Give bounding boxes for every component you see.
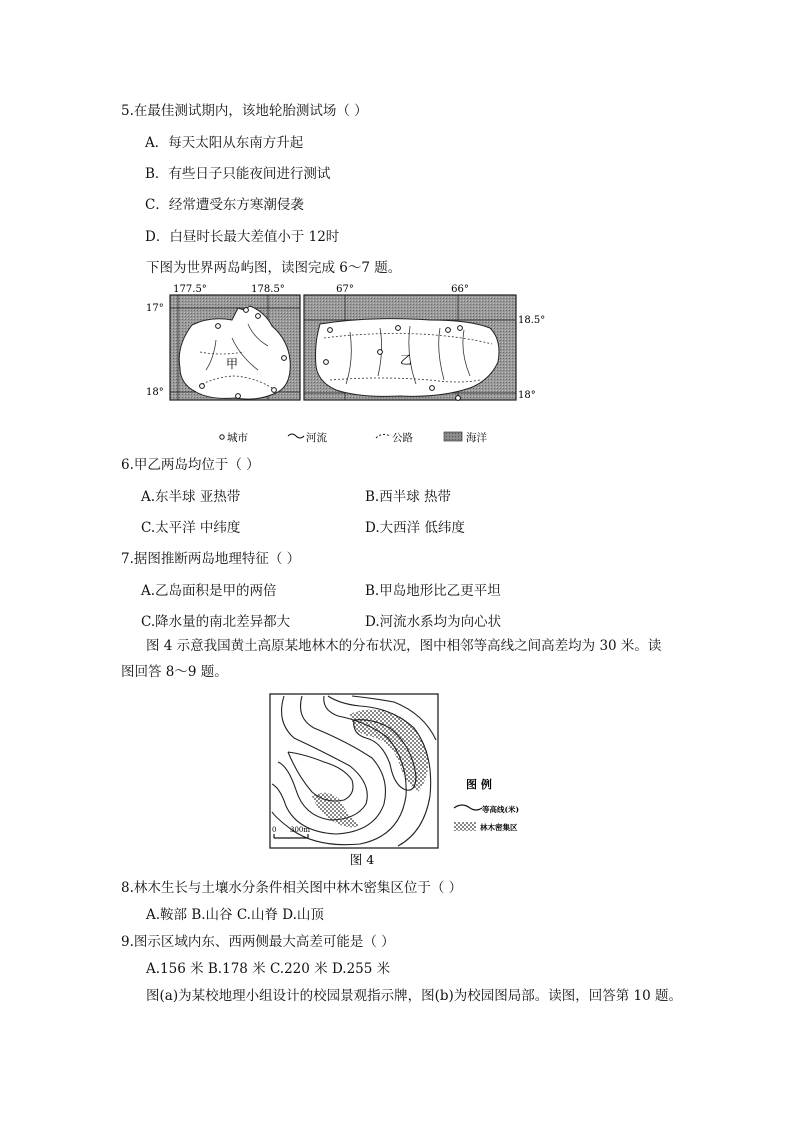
legend-road: 公路 bbox=[392, 432, 413, 444]
q5-option-c: C．经常遭受东方寒潮侵袭 bbox=[145, 197, 304, 213]
lon-label-67: 67° bbox=[336, 284, 354, 295]
scale-label: 300m bbox=[290, 826, 310, 834]
intro-8-9-line1: 图 4 示意我国黄土高原某地林木的分布状况，图中相邻等高线之间高差均为 30 米。读 bbox=[146, 638, 662, 654]
q7-option-a: A.乙岛面积是甲的两倍 bbox=[141, 583, 277, 599]
figure-4-legend bbox=[454, 777, 519, 832]
legend-city: 城市 bbox=[227, 432, 248, 444]
river-symbol-icon bbox=[288, 434, 304, 438]
lon-label-66: 66° bbox=[451, 284, 469, 295]
island-b-label: 乙 bbox=[399, 353, 413, 367]
q8-options: A.鞍部 B.山谷 C.山脊 D.山顶 bbox=[146, 907, 324, 923]
intro-6-7: 下图为世界两岛屿图，读图完成 6～7 题。 bbox=[146, 260, 402, 276]
contour-symbol-icon bbox=[454, 805, 482, 810]
intro-8-9-line2: 图回答 8～9 题。 bbox=[121, 664, 228, 680]
q5-option-b: B．有些日子只能夜间进行测试 bbox=[145, 166, 331, 182]
q5-option-d: D．白昼时长最大差值小于 12时 bbox=[145, 229, 340, 245]
legend-title: 图 例 bbox=[466, 778, 492, 791]
island-a-label: 甲 bbox=[225, 357, 239, 371]
lon-label-177-5: 177.5° bbox=[173, 284, 207, 295]
q7-option-c: C.降水量的南北差异都大 bbox=[141, 614, 291, 630]
ocean-symbol-icon bbox=[444, 432, 462, 441]
q8-stem: 8.林木生长与土壤水分条件相关图中林木密集区位于（ ） bbox=[121, 880, 463, 896]
lat-label-18-5: 18.5° bbox=[518, 315, 546, 326]
q6-option-a: A.东半球 亚热带 bbox=[141, 489, 241, 505]
q7-option-d: D.河流水系均为向心状 bbox=[365, 614, 502, 630]
legend-ocean: 海洋 bbox=[466, 432, 487, 444]
intro-10: 图(a)为某校地理小组设计的校园景观指示牌，图(b)为校园图局部。读图，回答第 10 题。 bbox=[146, 988, 683, 1004]
island-a-panel bbox=[170, 295, 300, 400]
q7-stem: 7.据图推断两岛地理特征（ ） bbox=[121, 551, 301, 567]
q5-stem: 5.在最佳测试期内，该地轮胎测试场（ ） bbox=[121, 103, 368, 119]
q6-option-d: D.大西洋 低纬度 bbox=[365, 520, 465, 536]
scale-zero: 0 bbox=[272, 826, 277, 834]
forest-symbol-icon bbox=[454, 822, 476, 831]
legend-forest: 林木密集区 bbox=[480, 823, 518, 832]
lat-label-18-right: 18° bbox=[518, 390, 536, 401]
figure-4 bbox=[268, 692, 548, 872]
road-symbol-icon bbox=[376, 434, 390, 438]
city-symbol-icon bbox=[220, 435, 224, 439]
q6-stem: 6.甲乙两岛均位于（ ） bbox=[121, 457, 260, 473]
q9-stem: 9.图示区域内东、西两侧最大高差可能是（ ） bbox=[121, 934, 395, 950]
lat-label-17: 17° bbox=[146, 303, 164, 314]
q5-option-a: A．每天太阳从东南方升起 bbox=[145, 135, 304, 151]
legend-river: 河流 bbox=[306, 432, 327, 444]
island-b-panel bbox=[304, 295, 516, 400]
lat-label-18-left: 18° bbox=[146, 387, 164, 398]
q6-option-b: B.西半球 热带 bbox=[365, 489, 452, 505]
q9-options: A.156 米 B.178 米 C.220 米 D.255 米 bbox=[146, 961, 391, 977]
legend-contour: 等高线(米) bbox=[482, 805, 520, 814]
lon-label-178-5: 178.5° bbox=[251, 284, 285, 295]
island-map-legend bbox=[220, 431, 488, 444]
q6-option-c: C.太平洋 中纬度 bbox=[141, 520, 241, 536]
q7-option-b: B.甲岛地形比乙更平坦 bbox=[365, 583, 501, 599]
island-map bbox=[140, 280, 546, 446]
figure-4-caption: 图 4 bbox=[349, 852, 375, 867]
